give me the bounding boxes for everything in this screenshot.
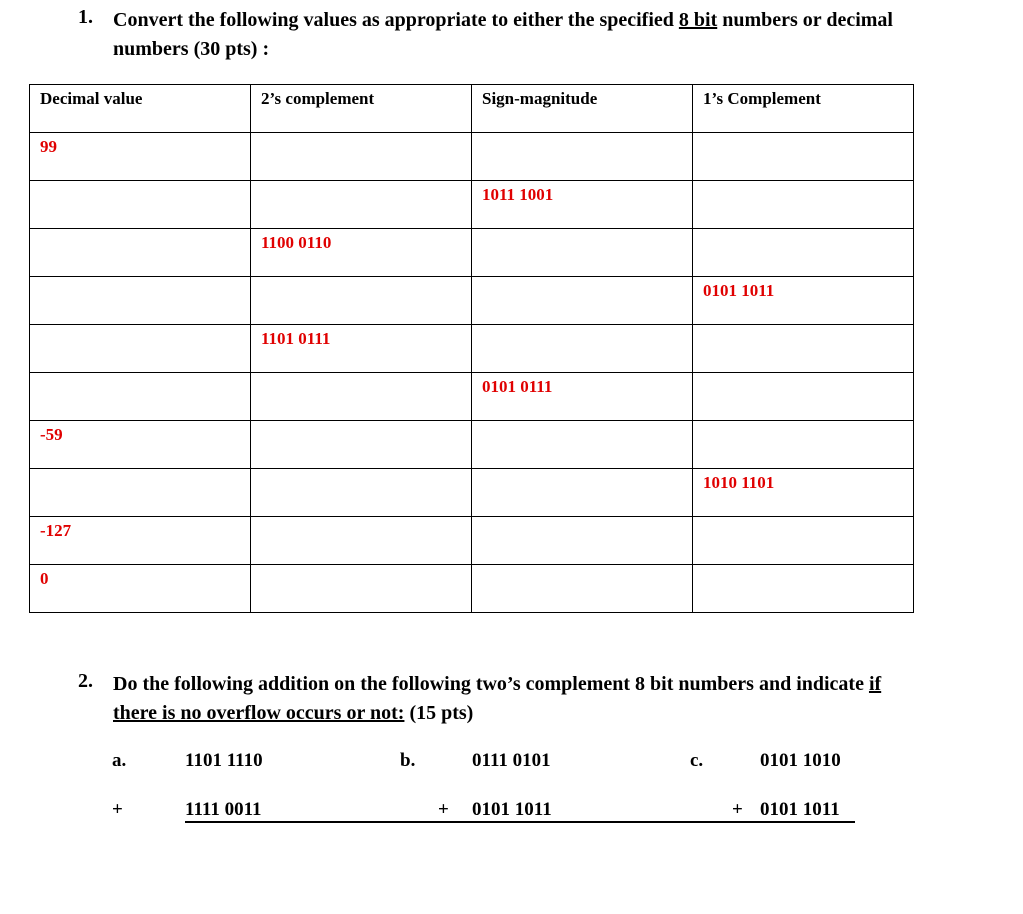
- question-1-text-before: Convert the following values as appropriate to either the specified: [113, 9, 674, 31]
- table-cell: 1101 0111: [251, 325, 472, 373]
- header-decimal: Decimal value: [30, 85, 251, 133]
- table-cell: [30, 277, 251, 325]
- question-1-text: [113, 6, 993, 64]
- table-cell: [251, 133, 472, 181]
- problem-b-top: 0111 0101: [472, 750, 551, 771]
- table-row: [30, 325, 914, 373]
- table-cell: [251, 181, 472, 229]
- header-twos-complement: 2’s complement: [251, 85, 472, 133]
- table-cell: [251, 565, 472, 613]
- table-cell: [30, 181, 251, 229]
- question-1-text-line2: numbers (30 pts) :: [113, 38, 270, 60]
- table-cell: [693, 181, 914, 229]
- table-cell: [472, 517, 693, 565]
- table-cell: [693, 373, 914, 421]
- problem-a-top: 1101 1110: [185, 750, 263, 771]
- table-cell: -127: [30, 517, 251, 565]
- problem-c-label: c.: [690, 750, 704, 771]
- question-2-line2-underlined: there is no overflow occurs or not:: [113, 702, 405, 724]
- problem-c-bottom: 0101 1011: [760, 799, 840, 820]
- table-cell: [472, 469, 693, 517]
- table-cell: [472, 133, 693, 181]
- table-cell: [472, 565, 693, 613]
- question-1-text-after: numbers or decimal: [722, 9, 893, 31]
- question-1-number: 1.: [78, 6, 93, 28]
- table-row: [30, 421, 914, 469]
- problem-c-operator: +: [732, 799, 743, 820]
- table-cell: [30, 373, 251, 421]
- table-cell: [30, 469, 251, 517]
- table-cell: [693, 229, 914, 277]
- table-cell: 0: [30, 565, 251, 613]
- table-row: [30, 277, 914, 325]
- table-cell: 1010 1101: [693, 469, 914, 517]
- table-row: [30, 181, 914, 229]
- table-cell: [693, 133, 914, 181]
- problem-a-operator: +: [112, 799, 123, 820]
- table-cell: [693, 325, 914, 373]
- table-row: [30, 565, 914, 613]
- table-cell: 0101 1011: [693, 277, 914, 325]
- table-cell: 99: [30, 133, 251, 181]
- table-cell: [693, 421, 914, 469]
- question-1-underlined: 8 bit: [678, 9, 718, 31]
- problem-a-label: a.: [112, 750, 127, 771]
- problem-b-operator: +: [438, 799, 449, 820]
- table-cell: [30, 229, 251, 277]
- table-cell: [251, 277, 472, 325]
- table-row: [30, 517, 914, 565]
- header-sign-magnitude: Sign-magnitude: [472, 85, 693, 133]
- table-cell: -59: [30, 421, 251, 469]
- table-row: [30, 373, 914, 421]
- problem-a-bottom: 1111 0011: [185, 799, 262, 820]
- question-2-text: [113, 670, 993, 728]
- table-row: [30, 469, 914, 517]
- table-cell: [693, 517, 914, 565]
- problem-b-bottom: 0101 1011: [472, 799, 552, 820]
- question-2-line2-after: (15 pts): [404, 702, 474, 724]
- problem-b-label: b.: [400, 750, 416, 771]
- table-row: [30, 133, 914, 181]
- conversion-table: [29, 84, 914, 613]
- table-cell: [251, 421, 472, 469]
- table-cell: [30, 325, 251, 373]
- table-cell: [472, 421, 693, 469]
- table-cell: 0101 0111: [472, 373, 693, 421]
- table-cell: [251, 469, 472, 517]
- table-cell: [251, 373, 472, 421]
- table-cell: [472, 325, 693, 373]
- table-row: [30, 229, 914, 277]
- table-header-row: [30, 85, 914, 133]
- addition-underline: [185, 821, 855, 823]
- problem-c-top: 0101 1010: [760, 750, 841, 771]
- header-ones-complement: 1’s Complement: [693, 85, 914, 133]
- question-2-line1-underlined: if: [868, 673, 882, 695]
- table-cell: [693, 565, 914, 613]
- question-2-number: 2.: [78, 670, 93, 692]
- table-cell: [472, 277, 693, 325]
- table-cell: [251, 517, 472, 565]
- table-cell: [472, 229, 693, 277]
- table-cell: 1011 1001: [472, 181, 693, 229]
- question-2-line1: Do the following addition on the following two’s complement 8 bit numbers and indicate: [113, 673, 864, 695]
- table-cell: 1100 0110: [251, 229, 472, 277]
